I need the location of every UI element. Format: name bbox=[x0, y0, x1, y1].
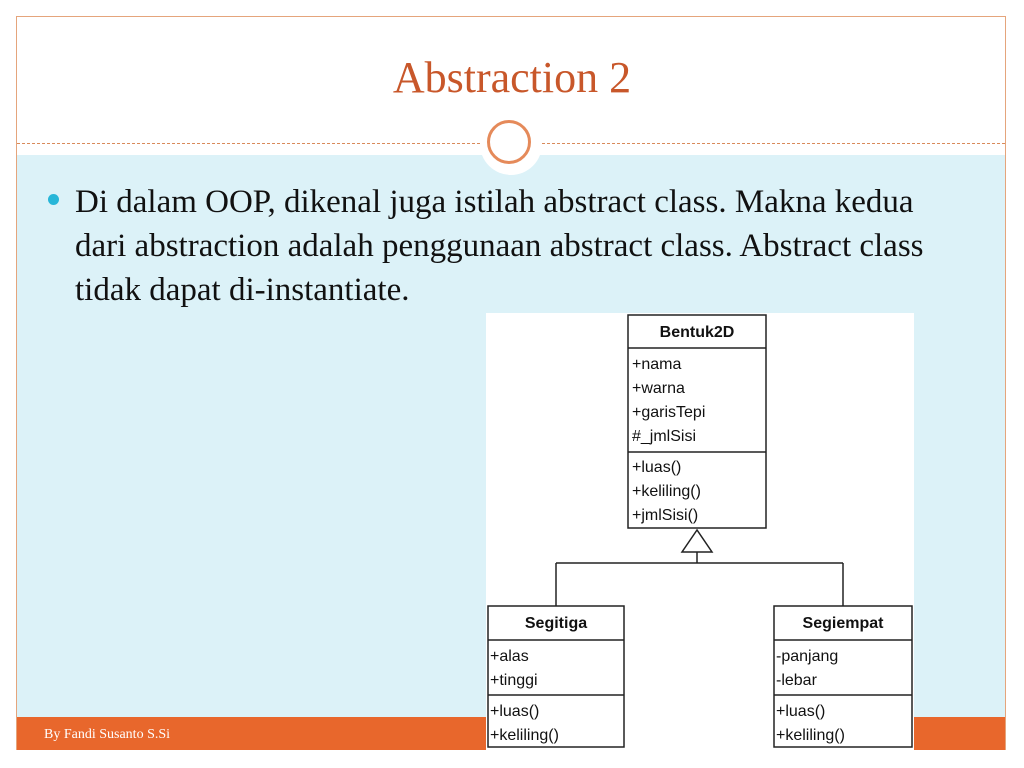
attribute-text: #_jmlSisi bbox=[632, 428, 697, 445]
class-segitiga bbox=[488, 606, 624, 747]
bullet-text: Di dalam OOP, dikenal juga istilah abstract class. Makna kedua dari abstraction adalah penggunaan abstract class. Abstract class tidak dapat di-instantiate. bbox=[75, 184, 924, 308]
class-name-segiempat: Segiempat bbox=[802, 615, 884, 632]
attribute-text: +garisTepi bbox=[632, 404, 706, 421]
circle-ornament-ring bbox=[487, 120, 531, 164]
attribute-text: -panjang bbox=[776, 648, 839, 665]
footer-author: By Fandi Susanto S.Si bbox=[44, 727, 171, 742]
uml-svg bbox=[486, 313, 914, 750]
method-text: +keliling() bbox=[632, 483, 701, 500]
attribute-text: +warna bbox=[632, 380, 685, 397]
attribute-text: +nama bbox=[632, 356, 682, 373]
method-text: +luas() bbox=[632, 459, 682, 476]
slide-title: Abstraction 2 bbox=[392, 53, 632, 102]
method-text: +jmlSisi() bbox=[632, 507, 699, 524]
attribute-text: -lebar bbox=[776, 672, 817, 689]
class-bentuk2d bbox=[628, 315, 766, 528]
method-text: +luas() bbox=[490, 703, 540, 720]
method-text: +luas() bbox=[776, 703, 826, 720]
inheritance-connector bbox=[556, 530, 843, 606]
method-text: +keliling() bbox=[776, 727, 845, 744]
attribute-text: +alas bbox=[490, 648, 529, 665]
inheritance-arrow-icon bbox=[682, 530, 712, 552]
method-text: +keliling() bbox=[490, 727, 559, 744]
attribute-text: +tinggi bbox=[490, 672, 538, 689]
uml-class-diagram bbox=[486, 313, 914, 750]
class-name-bentuk2d: Bentuk2D bbox=[659, 324, 735, 341]
bullet-dot-icon bbox=[48, 194, 59, 205]
class-segiempat bbox=[774, 606, 912, 747]
class-name-segitiga: Segitiga bbox=[524, 615, 588, 632]
